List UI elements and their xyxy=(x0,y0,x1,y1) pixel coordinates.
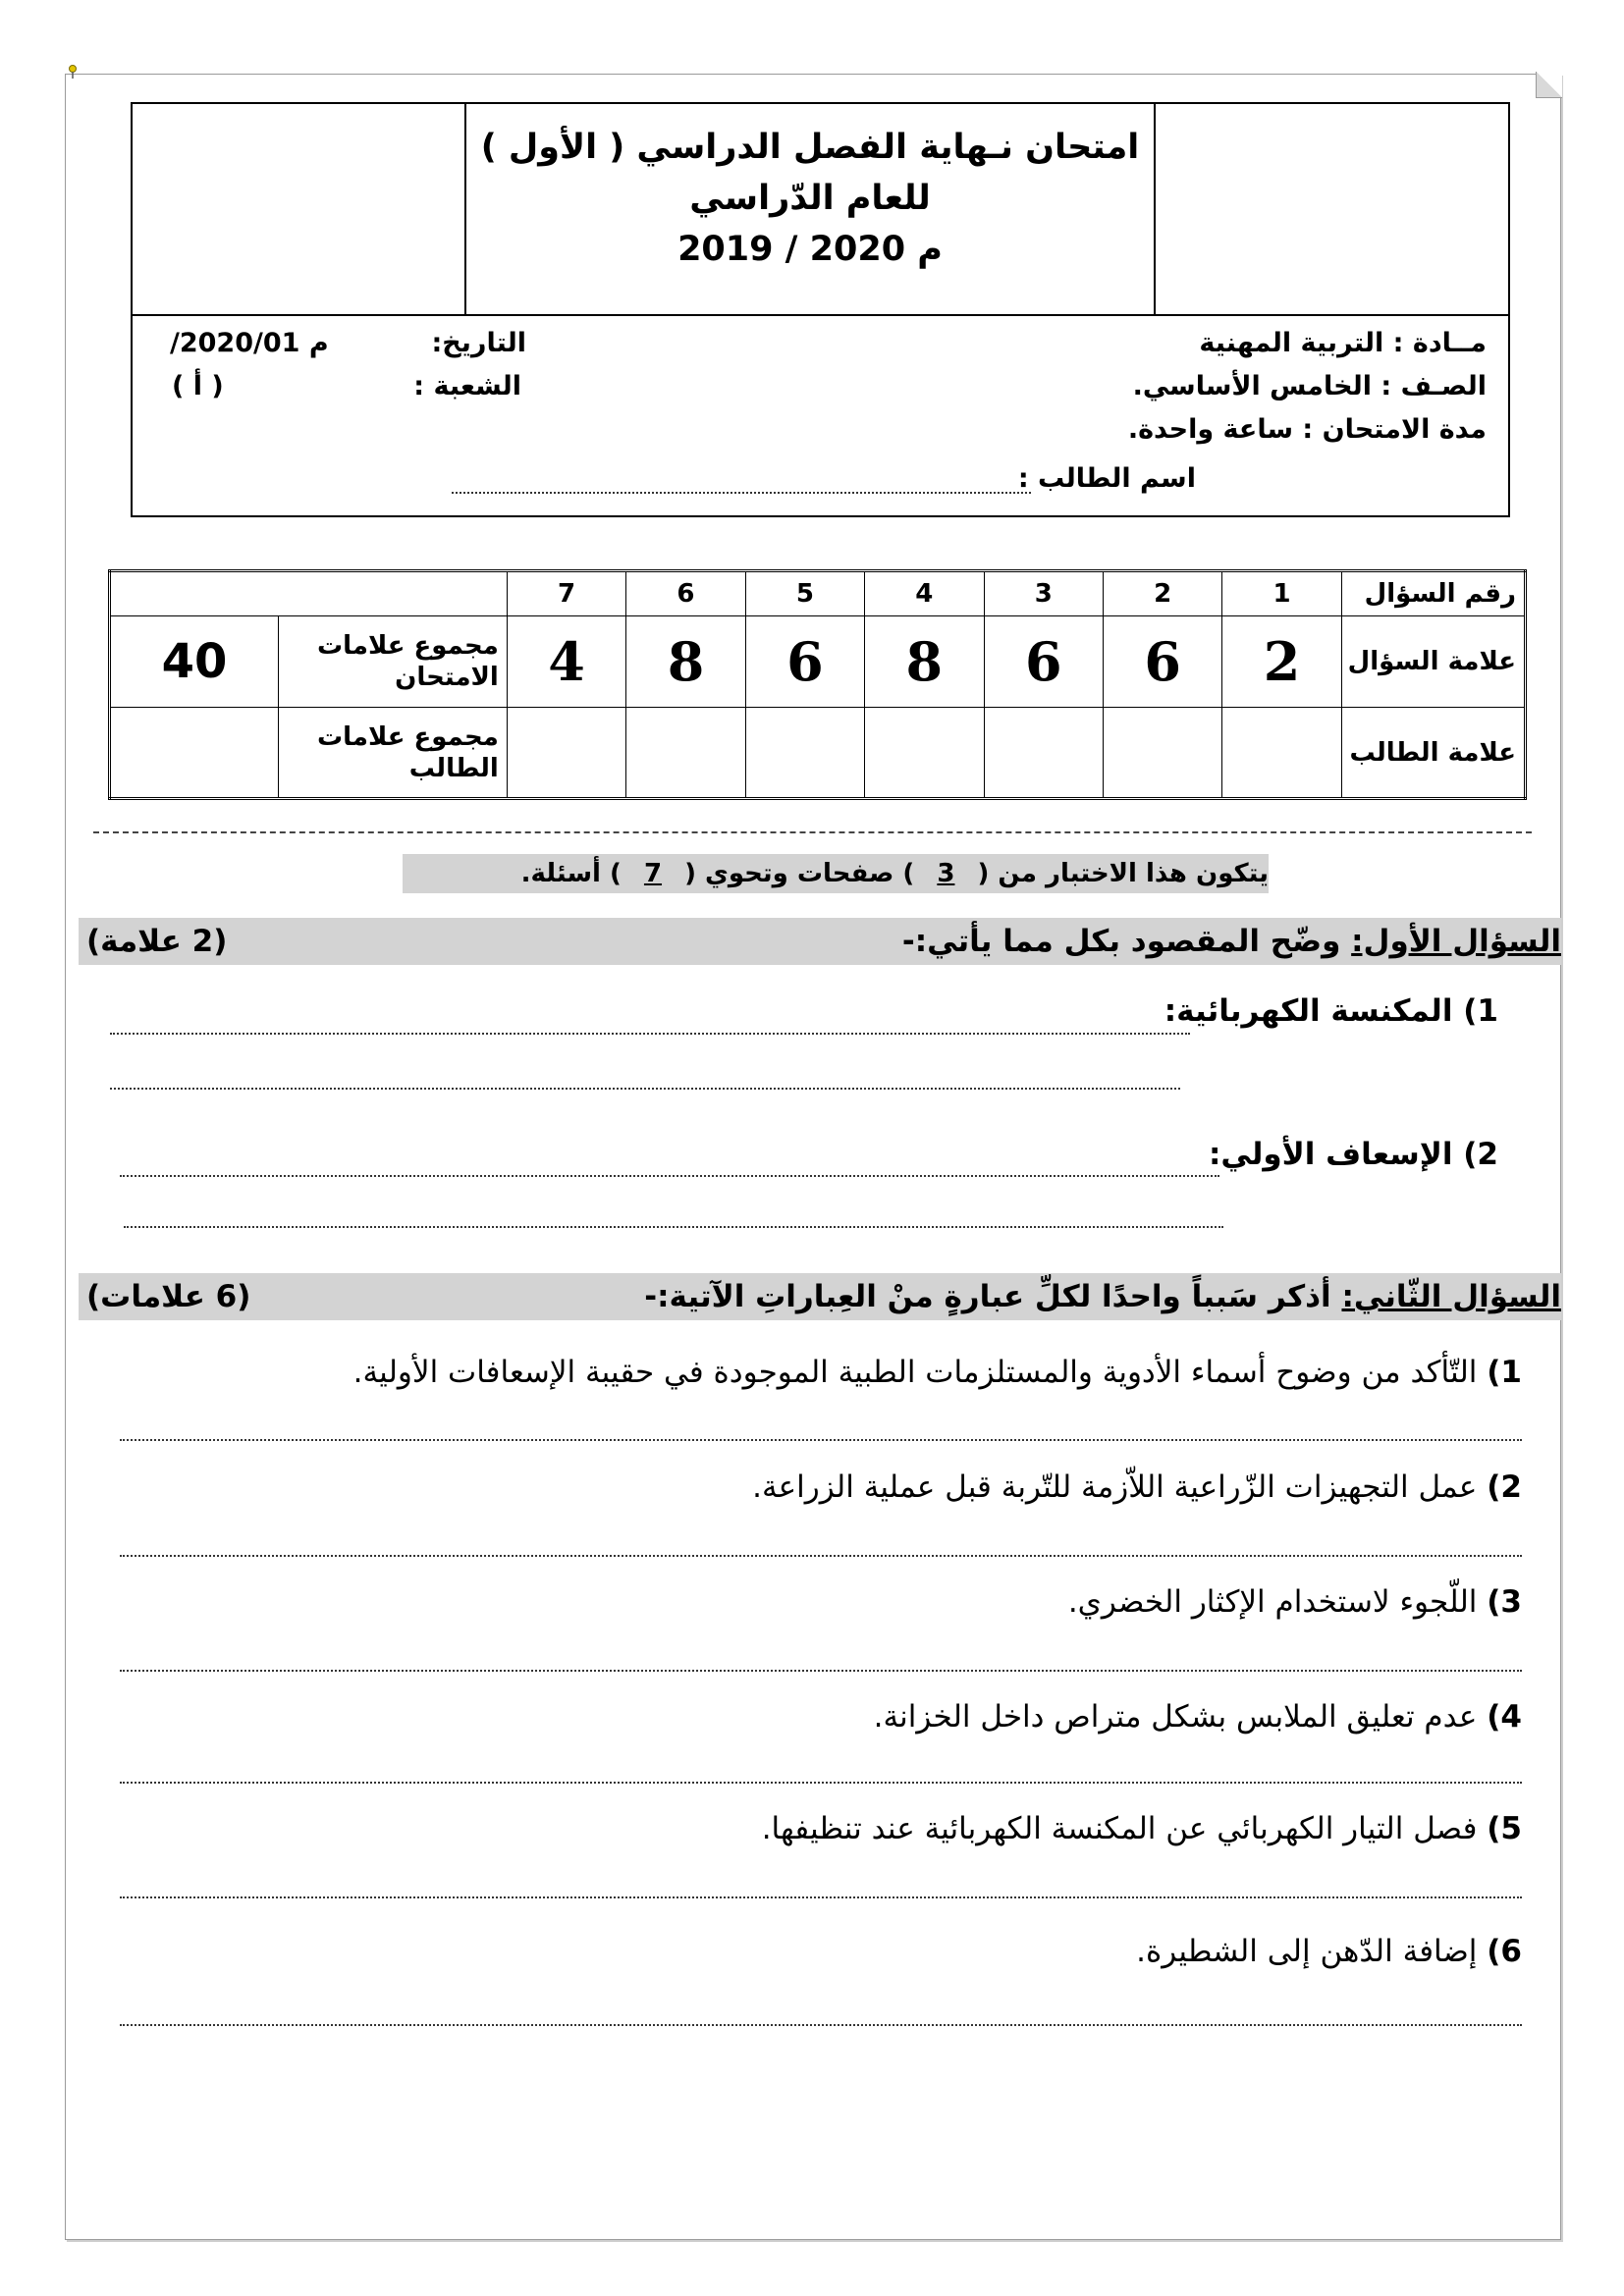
answer-line[interactable] xyxy=(124,1226,1223,1228)
exam-title-line3: 2019 / 2020 م xyxy=(677,230,943,269)
question-2-marks: (6 علامات) xyxy=(86,1279,251,1314)
q2-item-1 xyxy=(353,1355,1522,1390)
student-mark-cell[interactable] xyxy=(507,708,625,799)
question-number-cell: 1 xyxy=(1222,571,1341,616)
item-text: إضافة الدّهن إلى الشطيرة. xyxy=(1136,1934,1488,1969)
student-total-label: مجموع علامات الطالب xyxy=(279,708,508,799)
question-mark-cell: 8 xyxy=(865,616,984,708)
class-line: الصـف : الخامس الأساسي. xyxy=(1132,371,1487,401)
intro-part1: يتكون هذا الاختبار من ( xyxy=(977,859,1269,888)
row-label-question-number: رقم السؤال xyxy=(1341,571,1525,616)
exam-title xyxy=(466,122,1154,275)
student-mark-cell[interactable] xyxy=(626,708,745,799)
q1-item-1 xyxy=(1164,993,1498,1029)
question-number-cell: 2 xyxy=(1103,571,1221,616)
question-mark-cell: 6 xyxy=(745,616,864,708)
question-mark-cell: 6 xyxy=(984,616,1103,708)
question-2-label: السؤال الثّاني: xyxy=(1341,1279,1561,1314)
answer-line[interactable] xyxy=(120,1175,1219,1177)
item-text: اللّجوء لاستخدام الإكثار الخضري. xyxy=(1067,1584,1488,1620)
student-mark-cell[interactable] xyxy=(745,708,864,799)
question-number-cell: 7 xyxy=(507,571,625,616)
question-1-text: وضّح المقصود بكل مما يأتي:- xyxy=(901,924,1352,959)
question-1-marks: (2 علامة) xyxy=(86,924,228,959)
student-name-label: اسم الطالب : xyxy=(1017,463,1196,494)
q2-item-2 xyxy=(752,1469,1522,1505)
item-number: 5) xyxy=(1487,1811,1522,1846)
answer-line[interactable] xyxy=(110,1033,1190,1035)
student-total-value[interactable] xyxy=(110,708,279,799)
question-number-cell: 6 xyxy=(626,571,745,616)
intro-questions: 7 xyxy=(643,859,663,888)
question-number-cell: 4 xyxy=(865,571,984,616)
answer-line[interactable] xyxy=(120,2024,1522,2026)
question-mark-cell: 4 xyxy=(507,616,625,708)
q2-item-6 xyxy=(1136,1934,1522,1969)
item-text: التّأكد من وضوح أسماء الأدوية والمستلزمات الطبية الموجودة في حقيبة الإسعافات الأولية. xyxy=(352,1355,1488,1390)
item-number: 6) xyxy=(1487,1934,1522,1969)
answer-line[interactable] xyxy=(120,1670,1522,1672)
item-number: 1) xyxy=(1463,993,1498,1029)
item-number: 2) xyxy=(1487,1469,1522,1505)
question-1-title xyxy=(902,918,1561,965)
item-text: عمل التجهيزات الزّراعية اللاّزمة للتّربة قبل عملية الزراعة. xyxy=(752,1469,1488,1505)
item-number: 4) xyxy=(1487,1699,1522,1735)
question-2-title xyxy=(644,1273,1561,1320)
question-2-header xyxy=(79,1273,1561,1320)
item-text: الإسعاف الأولي: xyxy=(1208,1137,1464,1172)
date-label: التاريخ: xyxy=(431,328,526,358)
question-mark-cell: 2 xyxy=(1222,616,1341,708)
answer-line[interactable] xyxy=(110,1088,1180,1090)
question-number-cell: 5 xyxy=(745,571,864,616)
question-mark-cell: 6 xyxy=(1103,616,1221,708)
q2-item-4 xyxy=(874,1699,1522,1735)
item-number: 3) xyxy=(1487,1584,1522,1620)
exam-header-box xyxy=(131,102,1510,517)
pin-icon xyxy=(67,65,79,79)
duration-line: مدة الامتحان : ساعة واحدة. xyxy=(1127,414,1487,445)
student-mark-cell[interactable] xyxy=(1222,708,1341,799)
item-text: فصل التيار الكهربائي عن المكنسة الكهربائية عند تنظيفها. xyxy=(761,1811,1488,1846)
question-mark-cell: 8 xyxy=(626,616,745,708)
student-mark-cell[interactable] xyxy=(1103,708,1221,799)
intro-pages: 3 xyxy=(937,859,955,888)
answer-line[interactable] xyxy=(120,1555,1522,1557)
answer-line[interactable] xyxy=(120,1896,1522,1898)
answer-line[interactable] xyxy=(120,1439,1522,1441)
question-1-header xyxy=(79,918,1561,965)
section-label: الشعبة : xyxy=(413,371,521,401)
intro-part2: ) صفحات وتحوي ( xyxy=(684,859,915,888)
subject-line: مــادة : التربية المهنية xyxy=(1199,328,1487,358)
question-2-text: أذكر سَبباً واحدًا لكلِّ عبارةٍ منْ العِباراتِ الآتية:- xyxy=(644,1279,1342,1314)
row-label-question-mark: علامة السؤال xyxy=(1341,616,1525,708)
answer-line[interactable] xyxy=(120,1782,1522,1784)
student-mark-cell[interactable] xyxy=(865,708,984,799)
q1-item-2 xyxy=(1209,1137,1498,1172)
marks-table xyxy=(108,569,1527,800)
row-label-student-mark: علامة الطالب xyxy=(1341,708,1525,799)
item-number: 1) xyxy=(1487,1355,1522,1390)
intro-part3: ) أسئلة. xyxy=(520,859,622,888)
exam-title-line2: للعام الدّراسي xyxy=(689,179,931,218)
student-mark-cell[interactable] xyxy=(984,708,1103,799)
question-number-cell: 3 xyxy=(984,571,1103,616)
exam-intro xyxy=(403,854,1269,893)
item-number: 2) xyxy=(1463,1137,1498,1172)
q2-item-5 xyxy=(762,1811,1522,1846)
exam-title-line1: امتحان نـهاية الفصل الدراسي ( الأول ) xyxy=(480,128,1140,167)
dashed-separator xyxy=(93,831,1532,833)
exam-total-label: مجموع علامات الامتحان xyxy=(279,616,508,708)
page-fold-corner xyxy=(1536,72,1562,98)
student-name-field[interactable] xyxy=(452,492,1031,494)
header-divider-right xyxy=(1154,104,1156,314)
q2-item-3 xyxy=(1068,1584,1522,1620)
date-value: /2020/01 م xyxy=(170,328,329,358)
exam-total-value: 40 xyxy=(110,616,279,708)
item-text: عدم تعليق الملابس بشكل متراص داخل الخزانة. xyxy=(873,1699,1488,1735)
empty-header-cell xyxy=(110,571,508,616)
section-value: ( أ ) xyxy=(172,371,224,401)
item-text: المكنسة الكهربائية: xyxy=(1164,993,1464,1029)
question-1-label: السؤال الأول: xyxy=(1351,924,1561,959)
